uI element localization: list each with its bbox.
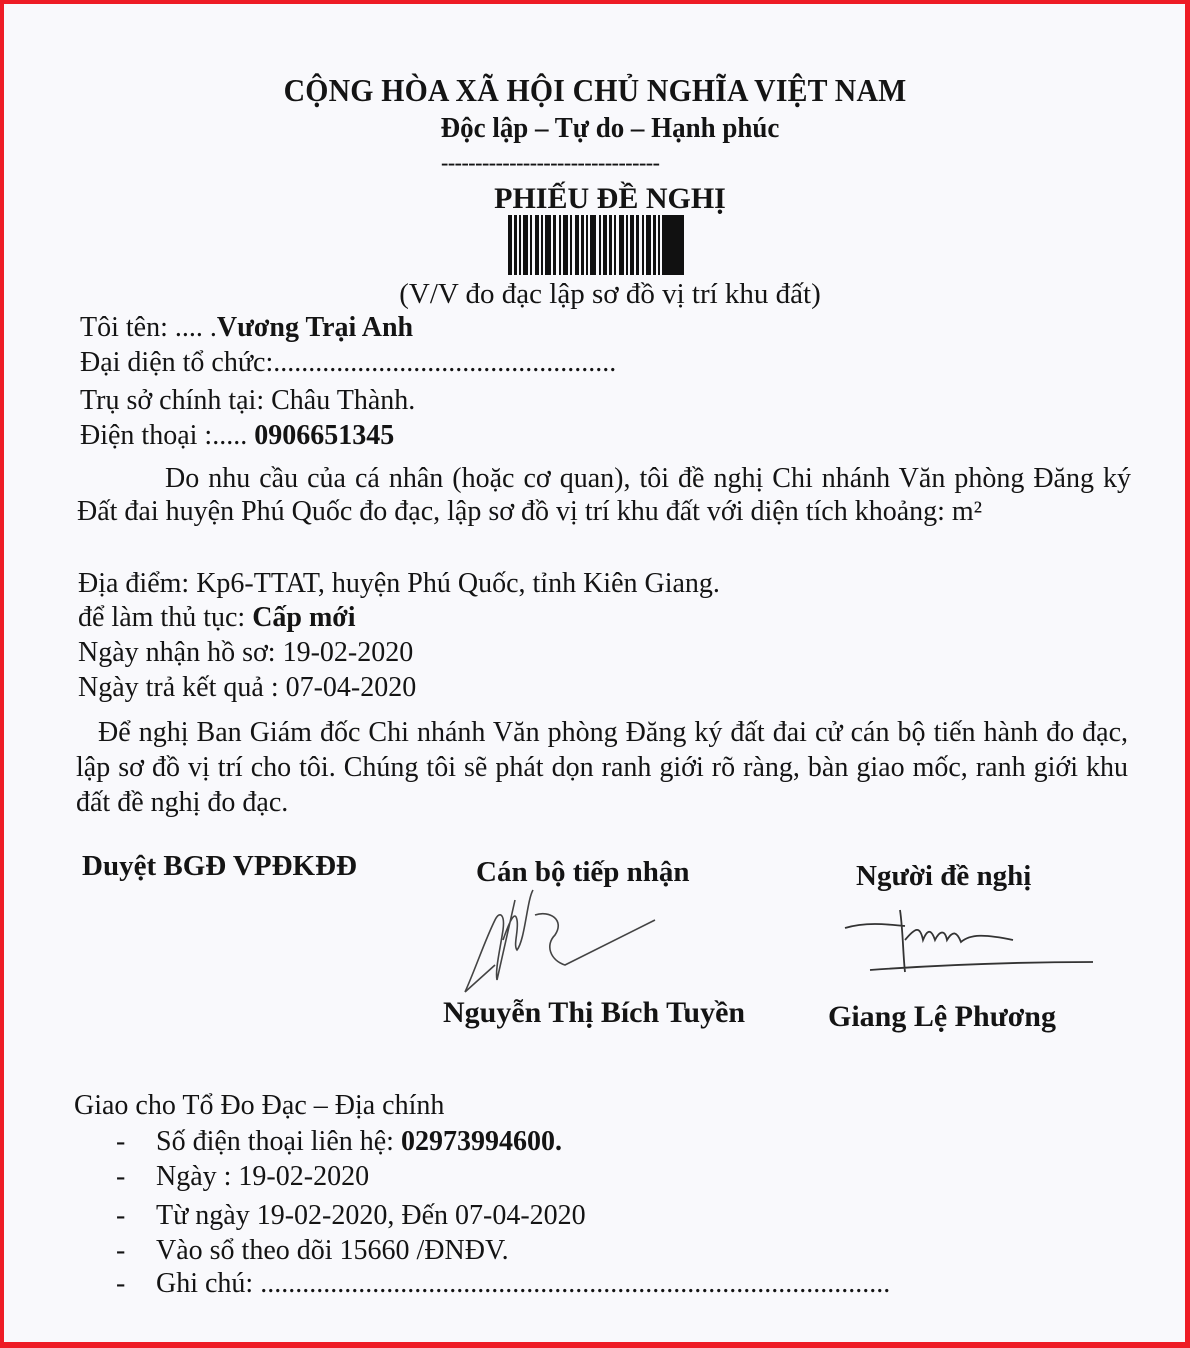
headquarters-label: Trụ sở chính tại: <box>80 385 272 416</box>
request-paragraph: Do nhu cầu của cá nhân (hoặc cơ quan), tôi đề nghị Chi nhánh Văn phòng Đăng ký Đất đai huyện Phú Quốc đo đạc, lập sơ đồ vị trí khu đất với diện tích khoảng: m² <box>77 463 1131 527</box>
list-bullet: - <box>116 1268 126 1299</box>
receiver-name: Nguyễn Thị Bích Tuyền <box>443 996 746 1029</box>
form-subject: (V/V đo đạc lập sơ đồ vị trí khu đất) <box>399 278 821 310</box>
receiver-signature-icon <box>455 880 675 1000</box>
result-date-value: 07-04-2020 <box>285 672 417 703</box>
motto-heading: Độc lập – Tự do – Hạnh phúc <box>440 112 780 144</box>
applicant-name-value: Vương Trại Anh <box>216 312 414 343</box>
list-bullet: - <box>116 1161 126 1192</box>
organization-row <box>80 347 616 379</box>
headquarters-row <box>80 385 415 417</box>
received-date-label: Ngày nhận hồ sơ: <box>78 637 283 668</box>
phone-label: Điện thoại :..... <box>80 420 255 451</box>
list-item <box>156 1126 562 1158</box>
applicant-name-row <box>80 312 413 344</box>
nation-heading: CỘNG HÒA XÃ HỘI CHỦ NGHĨA VIỆT NAM <box>283 72 907 108</box>
headquarters-value: Châu Thành. <box>271 385 416 416</box>
location-value: Kp6-TTAT, huyện Phú Quốc, tỉnh Kiên Giang. <box>196 568 720 599</box>
result-date-label: Ngày trả kết quả : <box>78 672 286 703</box>
procedure-row <box>78 602 356 634</box>
header-separator: -------------------------------- <box>441 150 660 175</box>
location-row <box>78 568 720 600</box>
result-date-row <box>78 672 416 704</box>
receiver-title: Cán bộ tiếp nhận <box>476 856 690 888</box>
requester-signature-icon <box>845 900 1095 980</box>
contact-phone-label: Số điện thoại liên hệ: <box>156 1126 401 1157</box>
applicant-name-label: Tôi tên: .... . <box>80 312 217 343</box>
location-label: Địa điểm: <box>78 568 197 599</box>
list-item: Từ ngày 19-02-2020, Đến 07-04-2020 <box>156 1200 586 1231</box>
assignment-heading: Giao cho Tổ Đo Đạc – Địa chính <box>74 1090 445 1121</box>
list-bullet: - <box>116 1126 126 1157</box>
phone-value: 0906651345 <box>254 420 395 451</box>
contact-phone-value: 02973994600. <box>400 1126 562 1157</box>
list-item: Ngày : 19-02-2020 <box>156 1161 370 1192</box>
closing-paragraph: Để nghị Ban Giám đốc Chi nhánh Văn phòng Đăng ký đất đai cử cán bộ tiến hành đo đạc, lập sơ đồ vị trí cho tôi. Chúng tôi sẽ phát dọn ranh giới rõ ràng, bàn giao mốc, ranh giới khu đất đề nghị đo đạc. <box>76 717 1128 818</box>
phone-row <box>80 420 394 452</box>
form-title: PHIẾU ĐỀ NGHỊ <box>494 182 726 215</box>
organization-value: ................................................. <box>273 347 617 378</box>
organization-label: Đại diện tổ chức: <box>80 347 274 378</box>
list-bullet: - <box>116 1200 126 1231</box>
list-bullet: - <box>116 1235 126 1266</box>
note-value: .......................................................................................... <box>260 1268 891 1299</box>
list-item: Vào sổ theo dõi 15660 /ĐNĐV. <box>156 1235 509 1266</box>
requester-title: Người đề nghị <box>856 860 1032 892</box>
received-date-value: 19-02-2020 <box>282 637 414 668</box>
note-label: Ghi chú: <box>156 1268 261 1299</box>
list-item <box>156 1268 890 1300</box>
barcode-icon <box>508 215 698 275</box>
approval-title: Duyệt BGĐ VPĐKĐĐ <box>82 850 357 882</box>
received-date-row <box>78 637 413 669</box>
procedure-label: để làm thủ tục: <box>78 602 253 633</box>
requester-name: Giang Lệ Phương <box>828 1000 1056 1033</box>
procedure-value: Cấp mới <box>252 602 356 633</box>
